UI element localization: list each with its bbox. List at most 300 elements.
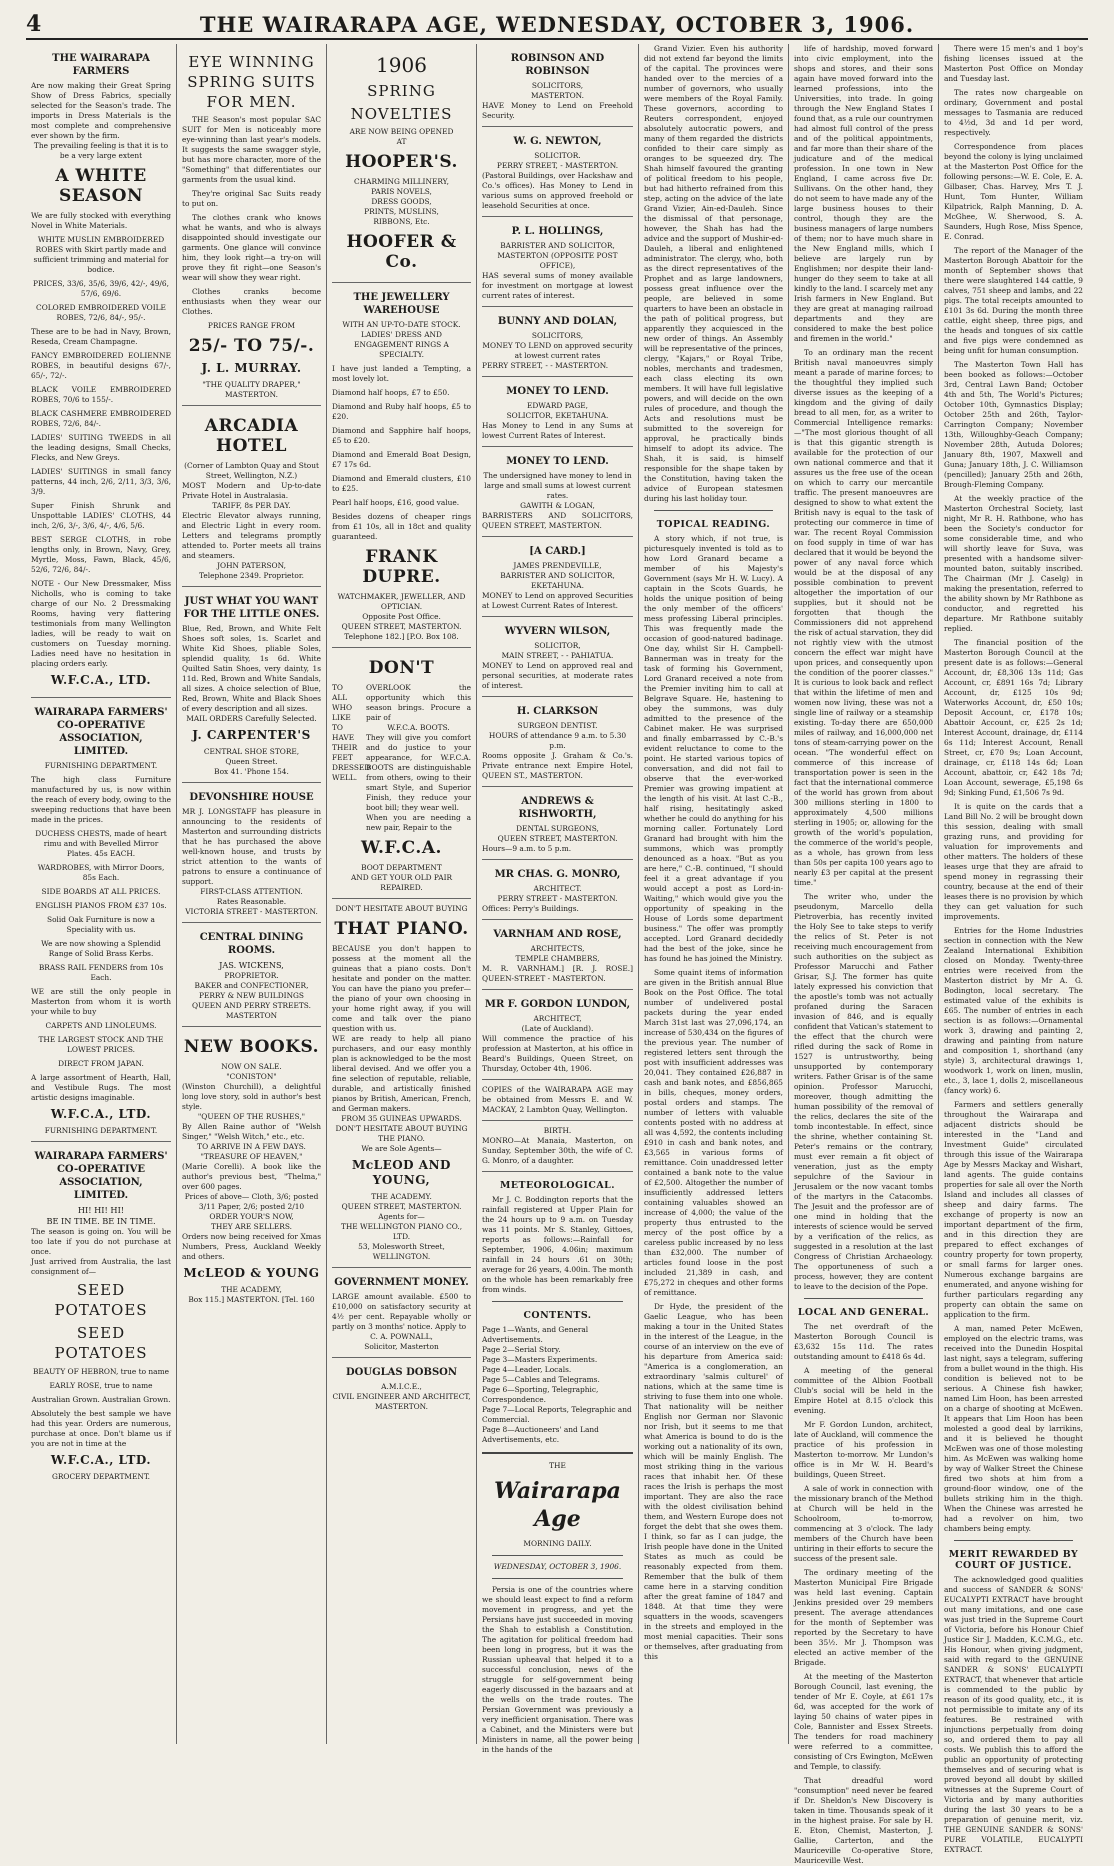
card-role: DENTAL SURGEONS, bbox=[516, 824, 599, 833]
notice-text: COPIES of the WAIRARAPA AGE may be obtained from Messrs E. and W. MACKAY, 2 Lambton Quay, Wellington. bbox=[482, 1085, 633, 1114]
professional-card bbox=[482, 860, 633, 920]
card-text: PERRY STREET, - - MASTERTON. bbox=[482, 361, 609, 370]
advert-line: THE ACADEMY, bbox=[221, 1285, 282, 1295]
card-role: The undersigned have money to lend in large and small sums at lowest current rates. bbox=[483, 471, 632, 500]
advert-devonshire-house bbox=[182, 783, 321, 923]
advert-body bbox=[332, 683, 471, 833]
paragraph: A man, named Peter McEwen, employed on the electric trams, was received into the Dunedin Hospital last night, says a telegram, suffering from a bullet wound in the thigh. His condition is believed not to be serious. A Chinese fish hawker, named Lim Hoon, has been arrested on a charge of shooting at McEwen. It appears that Lim Hoon has been molested a good deal by larrikins, and it is believed he thought McEwen was one of those molesting him. As McEwen was walking home by way of Walker Street the Chinese fired two shots at him from a ground-floor window, one of the bullets striking him in the thigh. When the Chinese was arrested he had a revolver on him, two chambers being empty. bbox=[944, 1324, 1083, 1533]
paragraph: A meeting of the general committee of the Albion Football Club's social will be held in the Empire Hotel at 8.15 o'clock this evening. bbox=[794, 1366, 933, 1416]
advert-furnishing-department bbox=[31, 698, 171, 1142]
advert-line: QUEEN STREET, MASTERTON. bbox=[341, 1202, 462, 1211]
divider bbox=[954, 1540, 1073, 1541]
advert-role: PROPRIETOR. bbox=[224, 971, 279, 981]
advert-line: THEY ARE SELLERS. bbox=[210, 1222, 293, 1232]
list-item: PARIS NOVELS, bbox=[371, 187, 432, 196]
paragraph: A sale of work in connection with the missionary branch of the Method at Church will be held in the Schoolroom, to-morrow, commencing at 3 o'clock. The lady members of the Church have been untiring in their efforts to secure the success of the present sale. bbox=[794, 1484, 933, 1564]
notice-heading: BIRTH. bbox=[543, 1126, 572, 1135]
paragraph: Some quaint items of information are given in the British annual Blue Book on the Post Office. The total number of undelivered postal packets during the year ended March 31st last was 27,096,174, an increase of 530,434 on the figures of the previous year. The number of registered letters sent through the post with insufficient addresses was 20,041. They contained £26,887 in cash and bank notes, and £856,865 in bills, cheques, money orders, postal orders and stamps. The number of letters with valuable contents posted with no address at all was 4,592, the contents including £910 in cash and bank notes, and £3,565 in various forms of remittance. Coin unaddressed letter contained a bank note to the value of £2,500. Altogether the number of insufficiently addressed letters containing valuables showed an increase of 4,000; the value of the property thus entrusted to the mercy of the post office by a careless public increased by no less than £32,000. The number of articles found loose in the post included 21,389 in cash, and £75,272 in cheques and other forms of remittance. bbox=[644, 968, 783, 1298]
advert-text: BECAUSE you don't happen to possess at the moment all the guineas that a piano costs. Don't hesitate and ponder on the matter. You can have the piano you prefer—the piano of your own choosing in your home right away, if you will come and talk over the piano question with us. bbox=[332, 944, 471, 1033]
card-text: BARRISTERS AND SOLICITORS, QUEEN STREET, MASTERTON. bbox=[482, 511, 633, 530]
advert-sub: WITH AN UP-TO-DATE STOCK. bbox=[342, 320, 461, 329]
advert-prices: 25/- TO 75/-. bbox=[188, 336, 315, 356]
professional-card bbox=[482, 990, 633, 1080]
list-item: SIDE BOARDS AT ALL PRICES. bbox=[41, 887, 161, 896]
contents-item: Page 3—Masters Experiments. bbox=[482, 1355, 598, 1365]
professional-card bbox=[482, 447, 633, 537]
list-item: WARDROBES, with Mirror Doors, 85s Each. bbox=[37, 863, 165, 882]
notice-birth bbox=[482, 1121, 633, 1172]
list-item: These are to be had in Navy, Brown, Reseda, Cream Champagne. bbox=[31, 327, 171, 346]
column-5 bbox=[638, 44, 788, 1744]
advert-line: 53, Molesworth Street, WELLINGTON. bbox=[358, 1242, 445, 1261]
card-role: BARRISTER AND SOLICITOR, bbox=[500, 241, 615, 250]
advert-lead: The prevailing feeling is that it is to be a very large extent bbox=[33, 141, 169, 160]
list-item: We are now showing a Splendid Range of Solid Brass Kerbs. bbox=[41, 939, 161, 958]
section-heading: MERIT REWARDED BY COURT OF JUSTICE. bbox=[948, 1549, 1079, 1572]
advert-firm: W.F.C.A., LTD. bbox=[50, 1453, 152, 1468]
column-4 bbox=[476, 44, 638, 1755]
card-place: TEMPLE CHAMBERS, bbox=[515, 954, 600, 963]
advert-jewellery-warehouse bbox=[332, 283, 471, 648]
paragraph: Mr F. Gordon Lundon, architect, late of Auckland, will commence the practice of his profession in Masterton to-morrow. Mr Lundon's office is in Mr W. H. Beard's buildings, Queen Street. bbox=[794, 1420, 933, 1480]
professional-card bbox=[482, 537, 633, 617]
list-item: Besides dozens of cheaper rings from £1 10s, all in 18ct and quality guaranteed. bbox=[332, 512, 471, 541]
card-place: MASTERTON. bbox=[530, 91, 585, 100]
advert-text: MOST Modern and Up-to-date Private Hotel in Australasia. bbox=[182, 481, 321, 500]
advert-big: SEED POTATOES bbox=[54, 1281, 148, 1320]
advert-intro: Are now making their Great Spring Show of Dress Fabrics, specially selected for the Season's trade. The imports in Dress Materials is the most complete and comprehensive ever shown by the firm. bbox=[31, 81, 171, 140]
card-text: MONEY to Lend on approved real and personal securities, at moderate rates of interest. bbox=[482, 661, 633, 690]
advert-firm: J. CARPENTER'S bbox=[192, 728, 311, 742]
advert-line: Agents for— bbox=[378, 1212, 425, 1221]
advert-paragraph: The clothes crank who knows what he wants, and who is always disappointed should investigate our garments. One glance will convince him, they look right—a try-on will prove they fit right—one Season's wear will show they wear right. bbox=[182, 213, 321, 282]
professional-card bbox=[482, 217, 633, 307]
columns bbox=[26, 44, 1088, 1866]
section-heading: CONTENTS. bbox=[523, 1310, 592, 1322]
card-role: SOLICITOR, bbox=[534, 641, 581, 650]
column-2 bbox=[176, 44, 326, 1744]
advert-address: VICTORIA STREET - MASTERTON. bbox=[185, 907, 318, 916]
column-1 bbox=[26, 44, 176, 1744]
card-place: GAWITH & LOGAN, bbox=[520, 501, 595, 510]
contents-item: Page 7—Local Reports, Telegraphic and Commercial. bbox=[482, 1405, 632, 1425]
advert-line: TO ARRIVE IN A FEW DAYS. bbox=[197, 1142, 306, 1152]
list-item: LADIES' SUITING TWEEDS in all the leading designs, Small Checks, Flecks, and New Greys. bbox=[31, 433, 171, 462]
book-title: "CONISTON" bbox=[226, 1072, 277, 1082]
professional-card bbox=[482, 920, 633, 990]
advert-proprietor: JOHN PATERSON, bbox=[217, 561, 286, 570]
advert-line: HI! HI! HI! bbox=[77, 1205, 125, 1215]
advert-heading: A WHITE SEASON bbox=[55, 166, 147, 206]
advert-heading: SPRING bbox=[367, 82, 436, 100]
card-text: HAVE Money to Lend on Freehold Security. bbox=[482, 101, 633, 120]
advert-wairarapa-farmers-white-season bbox=[31, 44, 171, 698]
advert-firm: McLEOD AND YOUNG, bbox=[352, 1158, 451, 1187]
list-item: EARLY ROSE, true to name bbox=[49, 1381, 153, 1391]
list-item: Diamond and Emerald clusters, £10 to £25. bbox=[332, 474, 471, 493]
advert-title: CENTRAL DINING ROOMS. bbox=[199, 932, 304, 956]
list-item: I have just landed a Tempting, a most lovely lot. bbox=[332, 364, 471, 383]
card-place: MASTERTON (OPPOSITE POST OFFICE), bbox=[497, 251, 618, 270]
advert-title: DON'T bbox=[368, 658, 435, 678]
card-place: BARRISTER AND SOLICITOR, EKETAHUNA. bbox=[500, 571, 615, 590]
advert-mail: MAIL ORDERS Carefully Selected. bbox=[186, 714, 317, 723]
advert-text: Electric Elevator always running, and Electric Light in every room. Letters and telegrams promptly attended to. Porter meets all trains and steamers. bbox=[182, 511, 321, 560]
list-item: CHARMING MILLINERY, bbox=[354, 177, 449, 186]
paragraph: Grand Vizier. Even his authority did not extend far beyond the limits of the capital. The provinces were handed over to the mercies of a number of governors, who usually were members of the Royal Family. These governors, according to Reuters correspondent, enjoyed absolutely autocratic powers, and many of them regarded the districts confided to their care simply as oranges to be squeezed dry. The Shah himself favoured the granting of political freedom to his people, but had hitherto refrained from this step, acting on the advice of the late Grand Vizier, Ain-ed-Dauleh. Since the dismissal of that personage, however, the Shah has had the advice and the support of Mushir-ed-Dauleh, a liberal and enlightened administrator. The clergy, who, both as the direct representatives of the Prophet and as large landowners, possess great influence over the people, are believed in some quarters to have been an obstacle in the path of political progress, but apparently they acquiesced in the new order of things. An Assembly will be representative of the princes, clergy, "Kajars," or Royal Tribe, nobles, merchants and tradesmen, each class electing its own members. It will have full legislative powers, and will decide on the own rules of procedure, and though the Acts and resolutions must be submitted to the sovereign for approval, he practically binds himself to adopt its advice. The Shah, it is said, is himself responsible for the shape taken by the Constitution, having taken the advice of European statesmen during his last holiday tour. bbox=[644, 44, 783, 503]
advert-text: Just arrived from Australia, the last consignment of— bbox=[31, 1257, 171, 1277]
paragraph: The writer who, under the pseudonym, Marcello della Pietroverbia, has recently invited the Holy See to take steps to verify the relics of St. Peter is not receiving much encouragement from such authorities on the subject as Professor Marucchi and Father Grisar, S.J. The former has quite lately expressed his conviction that the apostle's tomb was not actually profaned during the Saracen invasion of 846, and is equally confident that Vatican's statement to the effect that the church were rifled during the sack of Rome in 1527 is untrustworthy, being unsupported by contemporary writers. Father Grisar is of the same opinion. Professor Marucchi, moreover, though admitting the human possibility of the removal of the relics, declares the site of the tomb incontestable. In effect, since the shrine, whether containing St. Peter's remains or the contrary, must ever remain a fit object of veneration, just as the empty sepulchre of the Saviour in Jerusalem or the now vacant tombs of the martyrs in the Catacombs. The Jesuit and the professor are of one mind in holding that the interests of science would be served by a verification of the relics, as suggested in a resolution at the last Congress of Christian Archaeology. The opportuneness of such a process, however, they are content to leave to the decision of the Pope. bbox=[794, 892, 933, 1291]
card-text: Has Money to Lend in any Sums at lowest Current Rates of Interest. bbox=[482, 421, 633, 440]
list-item: CARPETS AND LINOLEUMS. bbox=[45, 1021, 157, 1030]
paragraph: At the meeting of the Masterton Borough Council, last evening, the tender of Mr E. Coyle, at £61 17s 6d, was accepted for the work of laying 50 chains of water pipes in Cole, Bannister and Essex Streets. The tenders for road machinery were referred to a committee, consisting of Crs Ewington, McEwen and Temple, to classify. bbox=[794, 1672, 933, 1772]
advert-title: THE JEWELLERY WAREHOUSE bbox=[353, 292, 450, 316]
list-item: Absolutely the best sample we have had this year. Orders are numerous, purchase at once. Don't blame us if you are not in time at the bbox=[31, 1409, 171, 1449]
advert-text: Blue, Red, Brown, and White Felt Shoes soft soles, 1s. Scarlet and White Kid Shoes, pliable Soles, splendid quality, 1s 6d. White Quilted Satin Shoes, very dainty, 1s 11d. Red, Brown and White Sandals, all sizes. A choice selection of Blue, Red, Brown, White and Black Shoes of every description and all sizes. bbox=[182, 624, 321, 713]
advert-title: GOVERNMENT MONEY. bbox=[334, 1277, 469, 1288]
professional-card bbox=[482, 697, 633, 787]
advert-text: When you are needing a new pair, Repair to the bbox=[366, 813, 471, 832]
list-item: Solid Oak Furniture is now a Speciality with us. bbox=[47, 915, 155, 934]
column-3 bbox=[326, 44, 476, 1744]
card-name: MR CHAS. G. MONRO, bbox=[494, 869, 621, 880]
advert-firm: HOOFER & Co. bbox=[346, 232, 457, 272]
advert-street: Queen Street. bbox=[225, 757, 278, 766]
professional-card bbox=[482, 127, 633, 217]
advert-line: THE WELLINGTON PIANO CO., LTD. bbox=[340, 1222, 463, 1241]
page-number: 4 bbox=[26, 11, 42, 37]
paragraph: A story which, if not true, is picturesquely invented is told as to how Lord Granard became a member of his Majesty's Government (says Mr H. W. Lucy). A captain in the Scots Guards, he holds the unique position of being the only member of the officers' mess professing Liberal principles. This was frequently made the occasion of good-natured badinage. One day, whilst Sir H. Campbell-Bannerman was in treaty for the task of forming his Government, Lord Granard received a note from the Premier inviting him to call at Belgrave Square. He, hastening to obey the summons, was duly admitted to the presence of the Cabinet maker. He was surprised and finally embarrassed by C.-B.'s evident reluctance to come to the point. He started various topics of conversation, and did not fail to observe that the ever-worked Premier was growing impatient at the length of his visit. At last C.-B., half rising, hesitatingly asked whether he could do anything for his morning caller. Fortunately Lord Granard had brought with him the summons, which was promptly denounced as a hoax. "But as you are here," C.-B. continued, "I should feel it a great advantage if you would accept a post as Lord-in-Waiting," which would give you the opportunity of speaking in the House of Lords some department business." The offer was promptly accepted. Lord Granard decidedly had the best of the joke, since he has found he has joined the Ministry. bbox=[644, 534, 783, 964]
list-item: A large assortment of Hearth, Hall, and Vestibule Rugs. The most artistic designs imaginable. bbox=[31, 1073, 171, 1102]
section-heading: TOPICAL READING. bbox=[656, 519, 771, 530]
side-word: DRESSED bbox=[332, 763, 371, 772]
flag-the: THE bbox=[549, 1461, 566, 1471]
card-name: P. L. HOLLINGS, bbox=[511, 226, 604, 237]
advert-spring-suits bbox=[182, 44, 321, 406]
list-item: Diamond and Emerald Boat Design, £7 17s 6d. bbox=[332, 450, 471, 469]
list-item: LADIES' SUITINGS in small fancy patterns, 44 inch, 2/6, 2/11, 3/3, 3/6, 3/9. bbox=[31, 467, 171, 496]
advert-title: ARCADIA HOTEL bbox=[204, 416, 299, 456]
list-item: BRASS RAIL FENDERS from 10s Each. bbox=[38, 963, 164, 982]
card-name: MR F. GORDON LUNDON, bbox=[484, 999, 631, 1010]
card-text: HAS several sums of money available for investment on mortgage at lowest current rates of interest. bbox=[482, 271, 633, 300]
advert-title: DEVONSHIRE HOUSE bbox=[189, 792, 314, 803]
paragraph: To an ordinary man the recent British naval manoeuvres simply meant a parade of marine forces; to the thoughtful they implied such diverse issues as the keeping of a kingdom and the giving of daily bread to all men, for, as a writer to Commercial Intelligence remarks:—"The most glorious thought of all is that this gigantic strength is available for the protection of our own national commerce and that it assures us the free use of the ocean on which to carry our mercantile traffic. The present manoeuvres are designed to show to what extent the British navy is equal to the task of protecting our commerce in time of war. The recent Royal Commission on food supply in time of war has declared that it would be beyond the power of any naval force which would be at the disposal of any possible combination to prevent altogether the importation of our supplies, but it should not be forgotten that though the Commissioners did not apprehend the risk of actual starvation, they did not rightly view with the utmost concern the effect war might have upon prices, and consequently upon the condition of the poorer classes." It is curious to look back and reflect that within the lifetime of men and women now living, these was not a single line of railway or a steamship existing. To-day there are 650,000 miles of railway, and 16,000,000 net tons of steam-carrying power on the ocean. "The wonderful effect on commerce of this increase of transportation power is seen in the fact that the international commerce of the world has grown from about 300 millions sterling in 1800 to approximately 4,500 millions sterling in 1905; or, allowing for the growth of the world's population, the commerce of the world's people, as a whole, has grown from less than 50s per capita 100 years ago to nearly £3 per capital at the present time." bbox=[794, 348, 933, 887]
column-7 bbox=[938, 44, 1088, 1855]
advert-at: AT bbox=[396, 137, 407, 146]
advert-box: Box 115.] MASTERTON. [Tel. 160 bbox=[188, 1295, 315, 1305]
advert-name: C. A. POWNALL, bbox=[370, 1332, 433, 1341]
advert-wfca-boots bbox=[332, 648, 471, 899]
book-desc: (Winston Churchill), a delightful long love story, sold in author's best style. bbox=[182, 1082, 321, 1112]
paragraph: Mr J. C. Boddington reports that the rainfall registered at Upper Plain for the 24 hours up to 9 a.m. on Tuesday was 11 points. Mr S. Stanley, Gittoes, reports as follows:—Rainfall for September, 1906, 4.06in; maximum rainfall in 24 hours .61 on 30th; average for 26 years, 4.00in. The month on the whole has been remarkably free from winds. bbox=[482, 1195, 633, 1295]
advert-hoopers-novelties bbox=[332, 44, 471, 283]
contents-item: Page 8—Auctioneers' and Land Advertisements, etc. bbox=[482, 1425, 599, 1445]
list-item: DRESS GOODS, bbox=[371, 197, 432, 206]
professional-card bbox=[482, 617, 633, 697]
card-place: QUEEN STREET, MASTERTON. bbox=[497, 834, 618, 843]
advert-dept: FURNISHING DEPARTMENT. bbox=[44, 761, 158, 770]
advert-text: The season is going on. You will be too late if you do not purchase at once. bbox=[31, 1227, 171, 1257]
card-text: Will commence the practice of his profession at Masterton, at his office in Beard's Buildings, Queen Street, on Thursday, October 4th, 1906. bbox=[482, 1034, 633, 1073]
card-name: BUNNY AND DOLAN, bbox=[497, 316, 618, 327]
list-item: Diamond and Ruby half hoops, £5 to £20. bbox=[332, 402, 471, 421]
advert-line: PERRY & NEW BUILDINGS bbox=[199, 991, 304, 1001]
list-item: COLORED EMBROIDERED VOILE ROBES, 72/6, 84/-, 95/-. bbox=[36, 303, 166, 322]
flag-title: Wairarapa Age bbox=[494, 1478, 621, 1533]
advert-new-books bbox=[182, 1027, 321, 1310]
advert-heading: LADIES' DRESS AND ENGAGEMENT RINGS A SPECIALTY. bbox=[354, 330, 449, 359]
advert-line: FROM 35 GUINEAS UPWARDS. bbox=[341, 1114, 462, 1123]
advert-box: Box 41. 'Phone 154. bbox=[214, 767, 289, 776]
advert-paragraph: THE Season's most popular SAC SUIT for Men is noticeably more eye-winning than last year's models. It suggests the same swagger style, but has more character, more of the "Something" that differentiates our garments from the usual kind. bbox=[182, 115, 321, 184]
side-word: HAVE bbox=[332, 733, 355, 742]
advert-that-piano bbox=[332, 899, 471, 1268]
advert-role: Solicitor, Masterton bbox=[364, 1342, 439, 1351]
advert-line: We are Sole Agents— bbox=[361, 1144, 442, 1153]
advert-line: BAKER and CONFECTIONER, bbox=[194, 981, 309, 991]
list-item: WHITE MUSLIN EMBROIDERED ROBES with Skirt partly made and sufficient trimming and material for bodice. bbox=[33, 235, 169, 274]
advert-list bbox=[31, 211, 171, 669]
paragraph: That dreadful word "consumption" need never be feared if Dr. Sheldon's New Discovery is taken in time. Thousands speak of it in the highest praise. For sale by H. E. Eton, Chemist, Masterton, J. Gallie, Carterton, and the Mauriceville Co-operative Store, Mauriceville West. bbox=[794, 1776, 933, 1866]
advert-telephone: Telephone 2349. Proprietor. bbox=[199, 571, 304, 580]
flag-date: WEDNESDAY, OCTOBER 3, 1906. bbox=[493, 1562, 622, 1572]
advert-year: 1906 bbox=[376, 53, 427, 77]
side-word: WHO bbox=[332, 703, 353, 712]
contents-item: Page 6—Sporting, Telegraphic, Correspondence. bbox=[482, 1385, 599, 1405]
professional-cards bbox=[482, 44, 633, 1080]
advert-text: OVERLOOK the opportunity which this season brings. Procure a pair of bbox=[366, 683, 471, 722]
professional-card bbox=[482, 307, 633, 377]
book-title: "TREASURE OF HEAVEN," bbox=[200, 1152, 303, 1162]
advert-sub: ARE NOW BEING OPENED bbox=[349, 127, 454, 136]
contents bbox=[482, 1310, 633, 1445]
divider bbox=[492, 1555, 623, 1556]
flag-sub: MORNING DAILY. bbox=[523, 1539, 592, 1549]
list-item: FANCY EMBROIDERED EOLIENNE ROBES, in beautiful designs 67/-, 65/-, 72/-. bbox=[31, 351, 171, 380]
advert-big: SEED POTATOES bbox=[54, 1324, 148, 1363]
list-item: PRINTS, MUSLINS, bbox=[364, 207, 439, 216]
paragraph: Farmers and settlers generally throughout the Wairarapa and adjacent districts should be interested in the "Land and Investment Guide" circulated through this issue of the Wairarapa Age by Messrs Mackay and Wishart, land agents. The guide contains properties for sale all over the North Island and includes all classes of sheep and dairy farms. The exchange of property is now an important department of the firm, and in this direction they are prepared to effect exchanges of country property for town property, or small farms for larger ones. Numerous exchange bargains are enumerated, and anyone wishing for further particulars regarding any property can obtain the same on application to the firm. bbox=[944, 1100, 1083, 1319]
advert-douglas-dobson bbox=[332, 1358, 471, 1417]
card-name: VARNHAM AND ROSE, bbox=[493, 929, 622, 940]
list-item: ENGLISH PIANOS FROM £37 10s. bbox=[35, 901, 167, 910]
card-name: W. G. NEWTON, bbox=[513, 136, 602, 147]
section-heading: METEOROLOGICAL. bbox=[499, 1180, 615, 1191]
advert-line: FIRST-CLASS ATTENTION. bbox=[200, 887, 303, 896]
advert-town: MASTERTON. bbox=[224, 390, 279, 399]
list-item: Australian Grown. Australian Grown. bbox=[31, 1395, 171, 1405]
advert-tagline: "THE QUALITY DRAPER," bbox=[202, 380, 301, 389]
leader-paragraph: Persia is one of the countries where we should least expect to find a reform movement in progress, and yet the Persians have just succeeded in moving the Shah to establish a Constitution. The agitation for political freedom had been long in progress, but it was the Russian upheaval that helped it to a successful conclusion, news of the struggle for self-government being eagerly discussed in the bazaars and at the wells on the trade routes. The Persian Government was previously a very inefficient organisation. There was a Cabinet, and the Ministers were but Ministers in name, all the power being in the hands of the bbox=[482, 1585, 633, 1755]
professional-card bbox=[482, 787, 633, 860]
card-text: M. R. VARNHAM.] [R. J. ROSE.] QUEEN-STREET - MASTERTON. bbox=[482, 964, 633, 983]
advert-paragraph: They're original Sac Suits ready to put on. bbox=[182, 189, 321, 208]
contents-item: Page 1—Wants, and General Advertisements. bbox=[482, 1325, 589, 1345]
card-role: EDWARD PAGE, bbox=[526, 401, 588, 410]
list-item: BEST SERGE CLOTHS, in robe lengths only, in Brown, Navy, Grey, Myrtle, Moss, Fawn, Black, 45/6, 52/6, 72/6, 84/-. bbox=[31, 535, 171, 574]
advert-title: WAIRARAPA FARMERS' CO-OPERATIVE ASSOCIATION, LIMITED. bbox=[34, 707, 168, 757]
advert-carpenters-shoes bbox=[182, 587, 321, 783]
advert-town: MASTERTON bbox=[225, 1011, 278, 1021]
list-item: Super Finish Shrunk and Unspottable LADIES' CLOTHS, 44 inch, 2/6, 3/-, 3/6, 4/-, 4/6, 5/6. bbox=[31, 501, 171, 530]
side-word: TO bbox=[332, 683, 343, 692]
paragraph: Entries for the Home Industries section in connection with the New Zealand International Exhibition closed on Monday. Twenty-three entries were received from the Masterton district by Mr A. G. Bodington, local secretary. The estimated value of the exhibits is £65. The number of entries in each section is as follows:—Ornamental work 3, drawing and painting 2, drawing and painting from nature and composition 1, shorthand (any style) 3, architectural drawings 1, woodwork 1, work on linen, muslin, etc., 3, lace 1, dolls 2, miscellaneous (fancy work) 6. bbox=[944, 926, 1083, 1095]
advert-address: (Corner of Lambton Quay and Stout Street, Wellington, N.Z.) bbox=[184, 461, 319, 480]
list-item: DIRECT FROM JAPAN. bbox=[58, 1059, 144, 1068]
advert-line: THE ACADEMY. bbox=[371, 1192, 432, 1201]
advert-title: WAIRARAPA FARMERS' CO-OPERATIVE ASSOCIATION, LIMITED. bbox=[34, 1151, 168, 1201]
card-text: MONEY to Lend on approved Securities at Lowest Current Rates of Interest. bbox=[482, 591, 633, 610]
card-name: MONEY TO LEND. bbox=[506, 386, 609, 397]
masthead-title: THE WAIRARAPA AGE, WEDNESDAY, OCTOBER 3, 1906. bbox=[199, 11, 915, 37]
paragraph: The rates now chargeable on ordinary, Government and postal messages to Tasmania are reduced to 4½d, 3d and 1d per word, respectively. bbox=[944, 88, 1083, 137]
advert-role: CIVIL ENGINEER AND ARCHITECT, MASTERTON. bbox=[332, 1392, 471, 1411]
advert-shop: HOOPER'S. bbox=[345, 152, 458, 172]
notice-copies bbox=[482, 1080, 633, 1121]
advert-sub: NOW ON SALE. bbox=[221, 1062, 282, 1072]
card-place: PERRY STREET, - MASTERTON. bbox=[496, 161, 619, 170]
card-place: (Late of Auckland). bbox=[521, 1024, 594, 1033]
advert-seed-potatoes bbox=[31, 1142, 171, 1487]
advert-text: LARGE amount available. £500 to £10,000 on satisfactory security at 4½ per cent. Repayable wholly or partly on 3 months' notice. Apply to bbox=[332, 1292, 471, 1331]
book-prices: Prices of above— Cloth, 3/6; posted 3/11 Paper, 2/6; posted 2/10 bbox=[184, 1192, 319, 1212]
advert-role: WATCHMAKER, JEWELLER, AND OPTICIAN. bbox=[337, 592, 466, 611]
card-place: MONEY TO LEND on approved security at lowest current rates bbox=[482, 341, 633, 360]
list-item: BLACK VOILE EMBROIDERED ROBES, 70/6 to 155/-. bbox=[31, 385, 171, 404]
card-place: MAIN STREET, - - PAHIATUA. bbox=[501, 651, 614, 660]
side-word: LIKE bbox=[332, 713, 351, 722]
newspaper-flag bbox=[482, 1461, 633, 1579]
card-role: SOLICITORS, bbox=[531, 331, 584, 340]
advert-line: ORDER YOUR'S NOW, bbox=[209, 1212, 294, 1222]
professional-card bbox=[482, 377, 633, 447]
advert-prices-label: PRICES RANGE FROM bbox=[207, 321, 296, 330]
list-item: RIBBONS, Etc. bbox=[373, 217, 430, 226]
paragraph: The acknowledged good qualities and success of SANDER & SONS' EUCALYPTI EXTRACT have brought out many imitations, and one case was just tried in the Supreme Court of Victoria, before his Honour Chief Justice Sir J. Madden, K.C.M.G., etc. His Honour, when giving judgment, said with regard to the GENUINE SANDER & SONS' EUCALYPTI EXTRACT, that whenever that article is commended to the public by reason of its good quality, etc., it is not permissible to imitate any of its features. Be restrained with injunctions perpetually from doing so, and ordered them to pay all costs. We publish this to afford the public an opportunity of protecting themselves and of securing what is proved beyond all doubt by skilled witnesses at the Supreme Court of Victoria and by many authorities during the last 30 years to be a preparation of genuine merit, viz. THE GENUINE SANDER & SONS' PURE VOLATILE, EUCALYPTI EXTRACT. bbox=[944, 1575, 1083, 1855]
card-name: MONEY TO LEND. bbox=[506, 456, 609, 467]
card-name: WYVERN WILSON, bbox=[504, 626, 611, 637]
paragraph: The ordinary meeting of the Masterton Municipal Fire Brigade was held last evening. Captain Jenkins presided over 29 members present. The average attendances for the month of September was reported by the Secretary to have been 35½. Mr J. Thompson was elected an active member of the Brigade. bbox=[794, 1568, 933, 1668]
side-word: TO bbox=[332, 723, 343, 732]
paragraph: Correspondence from places beyond the colony is lying unclaimed at the Masterton Post Office for the following persons:—W. E. Cole, E. A. Gilbaser, Chas. Harvey, Mrs T. J. Hunt, Tom Hunter, William Kilpatrick, Ralph Manning, D. A. McGhee, W. Sherwood, S. A. Saunders, Hugh Rose, Miss Spence, E. Conrad. bbox=[944, 142, 1083, 241]
advert-role: A.M.I.C.E., bbox=[381, 1382, 422, 1391]
list-item: BLACK CASHMERE EMBROIDERED ROBES, 72/6, 84/-. bbox=[31, 409, 171, 428]
advert-title: JUST WHAT YOU WANT FOR THE LITTLE ONES. bbox=[183, 596, 320, 620]
paragraph: The financial position of the Masterton Borough Council at the present date is as follows:—General Account, dr, £8,306 13s 11d; Gas Account, cr, £891 16s 7d; Library Account, dr, £125 10s 9d; Waterworks Account, dr, £50 10s; Deposit Account, cr, £178 10s; Abattoir Account, cr, £25 2s 1d; Interest Account, drainage, dr, £114 6s 11d; Interest Account, Renall Street, cr, £70 9s; Loan Account, drainage, cr, £118 14s 6d; Loan Account, abattoir, cr, £42 18s 7d; Loan Account, sewerage, £5,198 6s 9d; Sinking Fund, £1,506 7s 9d. bbox=[944, 638, 1083, 797]
advert-text: Orders now being received for Xmas Numbers, Press, Auckland Weekly and others. bbox=[182, 1232, 321, 1262]
advert-firm: FRANK DUPRE. bbox=[362, 547, 441, 587]
advert-firm: J. L. MURRAY. bbox=[201, 361, 302, 375]
column-6 bbox=[788, 44, 938, 1866]
card-text: Hours—9 a.m. to 5 p.m. bbox=[482, 844, 572, 853]
advert-line: AND GET YOUR OLD PAIR REPAIRED. bbox=[350, 873, 453, 892]
card-role: SURGEON DENTIST. bbox=[517, 721, 598, 730]
card-place: HOURS of attendance 9 a.m. to 5.30 p.m. bbox=[488, 731, 627, 750]
advert-government-money bbox=[332, 1268, 471, 1358]
card-role: ARCHITECT, bbox=[533, 1014, 582, 1023]
list-item: DUCHESS CHESTS, made of heart rimu and with Bevelled Mirror Plates. 45s EACH. bbox=[35, 829, 167, 858]
paragraph: There were 15 men's and 1 boy's fishing licenses issued at the Masterton Post Office on Monday and Tuesday last. bbox=[944, 44, 1083, 83]
contents-item: Page 2—Serial Story. bbox=[482, 1345, 561, 1355]
card-text: (Pastoral Buildings, over Hackshaw and Co.'s offices). Has Money to Lend in various sums on approved freehold or leasehold Securities at once. bbox=[482, 171, 633, 210]
advert-firm: McLEOD & YOUNG bbox=[183, 1266, 320, 1281]
advert-paragraph: Clothes cranks become enthusiasts when they wear our Clothes. bbox=[182, 287, 321, 316]
divider bbox=[654, 510, 773, 511]
paragraph: life of hardship, moved forward into civic employment, into the shops and stores, and their sons again have moved forward into the learned professions, into the Universities, into trade. In going through the New England States I found that, as a rule our countrymen had almost full control of the press and of the political appointments, and far more than their share of the judicature and of the medical profession. In one town in New England, I came across five Dr. Sullivans. On the other hand, they do not seem to have made any of the large business houses to their control, though they are the business managers of large numbers of them; nor to have much share in the New England mills, which I believe are largely run by Englishmen; nor despite their land-hunger do they seem to take at all kindly to the land. I scarcely met any Irish farmers in New England. But they are great at managing railroad departments and they are considered to make the best police and firemen in the world." bbox=[794, 44, 933, 343]
advert-line: DON'T HESITATE ABOUT BUYING THE PIANO. bbox=[335, 1124, 468, 1143]
paragraph: It is quite on the cards that a Land Bill No. 2 will be brought down this session, dealing with small grazing runs, and providing for valuation for improvements and other matters. The holders of these leases urge that they are afraid to spend money in regrassing their country, because at the end of their leases there is no provision by which they can get valuation for such improvements. bbox=[944, 802, 1083, 921]
advert-line: Rates Reasonable. bbox=[216, 897, 287, 906]
list-item: THE LARGEST STOCK AND THE LOWEST PRICES. bbox=[38, 1035, 164, 1054]
advert-firm: W.F.C.A., LTD. bbox=[50, 1107, 152, 1121]
professional-card bbox=[482, 44, 633, 127]
side-word: WELL. bbox=[332, 773, 358, 782]
advert-address: Opposite Post Office. bbox=[362, 612, 441, 621]
paragraph: Dr Hyde, the president of the Gaelic League, who has been making a tour in the United States in the interest of the League, in the course of an interview on the eve of his departure from America said: "America is a conglomeration, an extraordinary 'salmis culturel' of nations, which at the same time is striving to fuse them into one whole. That nationality will be neither English nor German nor Slavonic nor Irish, but it seems to me that what America is bound to do is the working out a nationality of its own, which will be mainly English. The most striking thing in the various races that inhabit her. Of these races the Irish is perhaps the most important. They are also the race with the oldest civilisation behind them, and Western Europe does not forget the debt that she owes them. I think, so far as I can judge, the Irish people have done in the United States as much as could be reasonably expected from them. Remember that the bulk of them came here in a starving condition after the great famine of 1847 and 1848. At that time they were squatters in the woods, scavengers in the streets and employed in the most menial capacities. Their sons or themselves, after graduating from this bbox=[644, 1302, 783, 1662]
contents-item: Page 4—Leader, Locals. bbox=[482, 1365, 572, 1375]
card-name: ANDREWS & RISHWORTH, bbox=[518, 796, 597, 820]
advert-title: EYE WINNING SPRING SUITS FOR MEN. bbox=[187, 53, 316, 111]
divider bbox=[804, 1298, 923, 1299]
side-word: THEIR bbox=[332, 743, 358, 752]
paragraph: The net overdraft of the Masterton Borough Council is £3,632 15s 11d. The rates outstanding amount to £418 6s 4d. bbox=[794, 1322, 933, 1362]
card-text: Offices: Perry's Buildings. bbox=[482, 904, 579, 913]
advert-title: THE WAIRARAPA FARMERS bbox=[52, 53, 150, 77]
list-item: Pearl half hoops, £16, good value. bbox=[332, 498, 460, 507]
card-place: SOLICITOR, EKETAHUNA. bbox=[506, 411, 609, 420]
advert-text: WE are ready to help all piano purchasers, and our easy monthly plan is acknowledged to be the most liberal devised. And we offer you a fine selection of reputable, reliable, durable, and artistically finished pianos by British, American, French, and German makers. bbox=[332, 1034, 471, 1113]
card-name: ROBINSON AND ROBINSON bbox=[510, 53, 605, 77]
advert-line: QUEEN AND PERRY STREETS. bbox=[192, 1001, 311, 1011]
advert-title: THAT PIANO. bbox=[334, 919, 469, 939]
divider bbox=[482, 1452, 633, 1454]
divider bbox=[492, 1578, 623, 1579]
paragraph: At the weekly practice of the Masterton Orchestral Society, last night, Mr R. H. Rathbone, who has been the Society's conductor for some considerable time, and who will shortly leave for Suva, was presented with a handsome silver-mounted baton, suitably inscribed. The Chairman (Mr J. Caselg) in making the presentation, referred to the ability shown by Mr Rathbone as conductor, and regretted his departure. Mr Rathbone suitably replied. bbox=[944, 494, 1083, 633]
card-role: ARCHITECT. bbox=[533, 884, 582, 893]
advert-main bbox=[366, 683, 471, 833]
advert-title: DOUGLAS DOBSON bbox=[345, 1367, 458, 1378]
advert-pre: DON'T HESITATE ABOUT BUYING bbox=[335, 904, 468, 913]
paragraph: The report of the Manager of the Masterton Borough Abattoir for the month of September shows that there were slaughtered 144 cattle, 9 calves, 751 sheep and lambs, and 22 pigs. The total receipts amounted to £101 3s 6d. During the month three cattle, eight sheep, three pigs, and the heads and tongues of six cattle and five pigs were condemned as being unfit for human consumption. bbox=[944, 246, 1083, 355]
advert-arcadia-hotel bbox=[182, 406, 321, 587]
list-item: WE are still the only people in Masterton from whom it is worth your while to buy bbox=[31, 987, 171, 1016]
book-title: "QUEEN OF THE RUSHES," bbox=[197, 1112, 306, 1122]
section-heading: LOCAL AND GENERAL. bbox=[797, 1307, 930, 1318]
advert-list bbox=[31, 775, 171, 1103]
card-role: JAMES PRENDEVILLE, bbox=[513, 561, 602, 570]
list-item: Diamond and Sapphire half hoops, £5 to £20. bbox=[332, 426, 471, 445]
advert-text: MR J. LONGSTAFF has pleasure in announcing to the residents of Masterton and surrounding districts that he has purchased the above well-known house, and trusts by strict attention to the wants of patrons to ensure a continuance of support. bbox=[182, 807, 321, 886]
advert-text: They will give you comfort and do justice to your appearance, for W.F.C.A. BOOTS are distinguishable from others, owing to their smart Style, and Superior Finish, they reduce your boot bill; they wear well. bbox=[366, 733, 471, 812]
book-desc: (Marie Corelli). A book like the author's previous best, "Thelma," over 600 pages. bbox=[182, 1162, 321, 1192]
card-name: [A CARD.] bbox=[529, 546, 586, 557]
card-role: ARCHITECTS, bbox=[530, 944, 585, 953]
advert-telephone: Telephone 182.] [P.O. Box 108. bbox=[344, 632, 459, 641]
list-item: The high class Furniture manufactured by us, is now within the reach of every body, owing to the sweeping reductions that have been made in the prices. bbox=[31, 775, 171, 824]
advert-heading: NOVELTIES bbox=[350, 105, 453, 123]
advert-side-words bbox=[332, 683, 371, 833]
card-role: SOLICITOR. bbox=[534, 151, 581, 160]
list-item: Diamond half hoops, £7 to £50. bbox=[332, 388, 450, 397]
side-word: FEET bbox=[332, 753, 353, 762]
list-item: NOTE - Our New Dressmaker, Miss Nicholls, who is coming to take charge of our No. 2 Dressmaking Rooms, having very flattering testimonials from many Wellington ladies, will be ready to wait on customers on Tuesday morning. Ladies need have no hesitation in placing orders early. bbox=[31, 579, 171, 668]
advert-central-dining-rooms bbox=[182, 923, 321, 1027]
advert-name: JAS. WICKENS, bbox=[219, 960, 284, 970]
advert-dept: BOOT DEPARTMENT bbox=[361, 863, 442, 872]
advert-tariff: TARIFF, 8s PER DAY. bbox=[212, 501, 291, 510]
card-place: PERRY STREET - MASTERTON. bbox=[497, 894, 618, 903]
